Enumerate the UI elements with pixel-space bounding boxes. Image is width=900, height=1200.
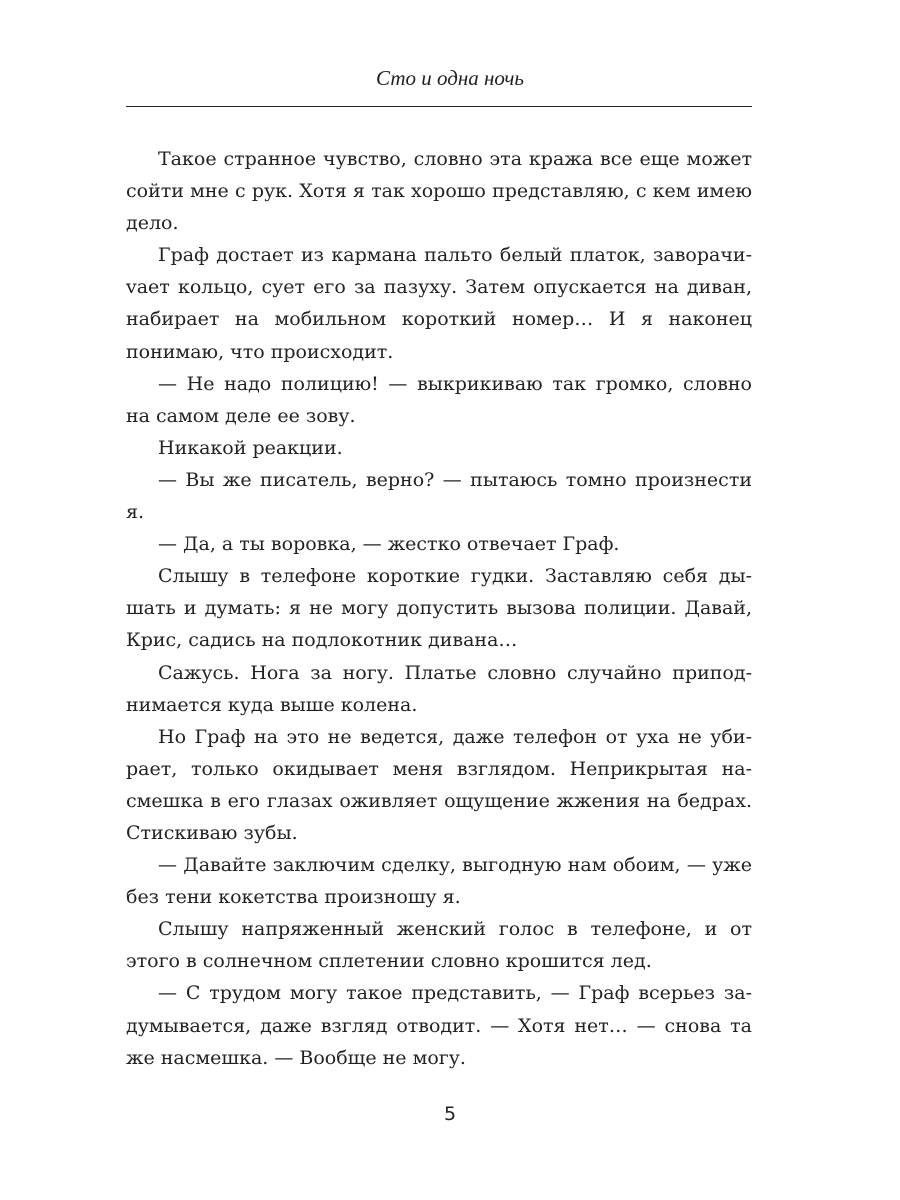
paragraph: Никакой реакции. (158, 436, 343, 459)
paragraph: Слышу напряженный женский голос в телефоне, и от этого в солнечном сплетении словно крошится лед. (126, 918, 752, 973)
paragraph: — Давайте заключим сделку, выгодную нам обоим, — уже без тени кокетства произношу я. (126, 854, 752, 909)
paragraph: Граф достает из кармана пальто белый платок, заворачиvает кольцо, сует его за пазуху. Затем опускается на диван, набирает на мобильном короткий номер… И я наконец понимаю, что происходит. (126, 244, 752, 363)
header-divider (126, 106, 752, 107)
paragraph: — Не надо полицию! — выкрикиваю так громко, словно на самом деле ее зову. (126, 372, 752, 427)
paragraph: — Да, а ты воровка, — жестко отвечает Граф. (158, 533, 620, 556)
paragraph: — С трудом могу такое представить, — Граф всерьез задумывается, даже взгляд отводит. — Хотя нет… — снова та же насмешка. — Вообще не могу. (126, 982, 752, 1069)
paragraph: Такое странное чувство, словно эта кража все еще может сойти мне с рук. Хотя я так хорошо представляю, с кем имею дело. (126, 148, 752, 235)
page-number: 5 (443, 1103, 457, 1125)
paragraph: Сажусь. Нога за ногу. Платье словно случайно приподнимается куда выше колена. (126, 661, 752, 716)
paragraph: — Вы же писатель, верно? — пытаюсь томно произнести я. (126, 468, 752, 524)
page-body (126, 143, 752, 1074)
paragraph: Слышу в телефоне короткие гудки. Заставляю себя дышать и думать: я не могу допустить вызова полиции. Давай, Крис, садись на подлокотник дивана… (126, 565, 752, 652)
paragraph: Но Граф на это не ведется, даже телефон от уха не убирает, только окидывает меня взглядом. Неприкрытая насмешка в его глазах оживляет ощущение жжения на бедрах. Стискиваю зубы. (126, 725, 752, 844)
running-head-title: Сто и одна ночь (376, 66, 524, 90)
